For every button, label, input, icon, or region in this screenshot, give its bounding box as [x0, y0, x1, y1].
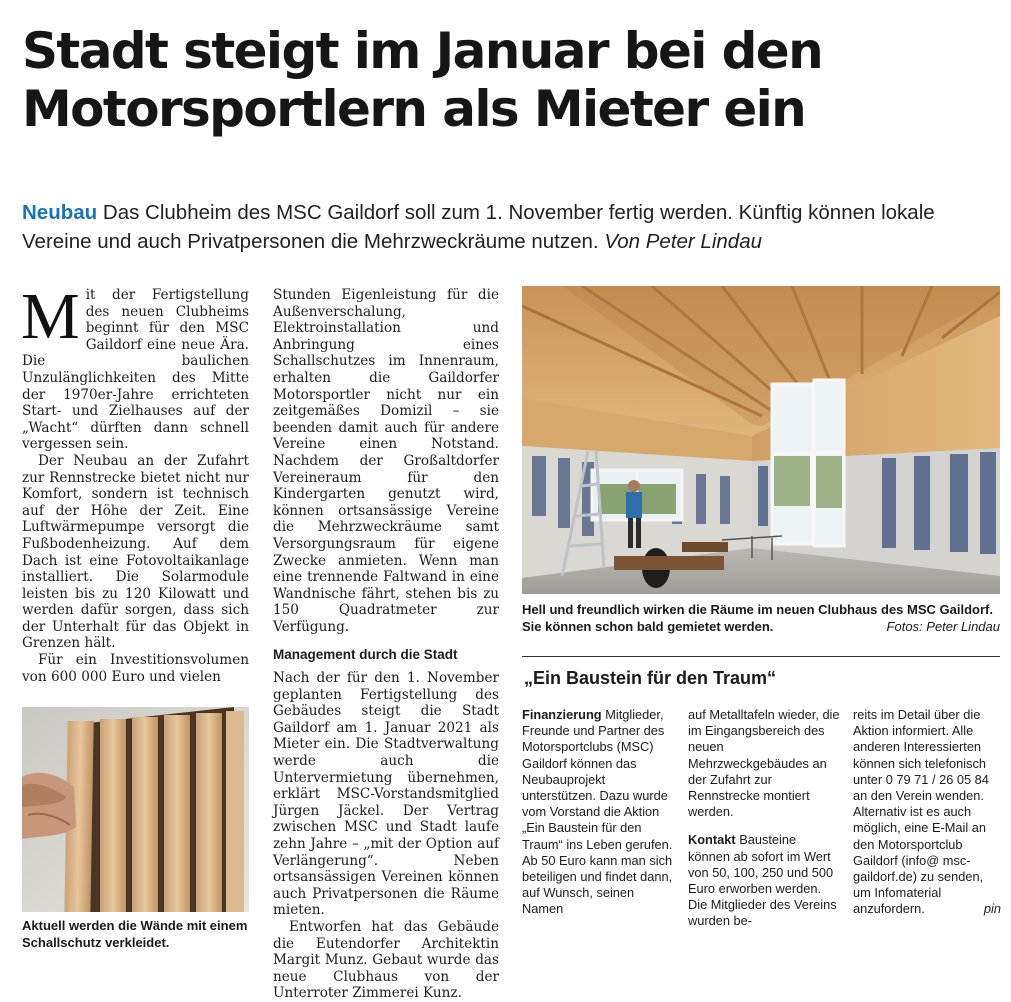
- article-paragraph: Nach der für den 1. November geplanten Fertigstellung des Gebäudes steigt die Stadt Gaildorf am 1. Januar 2021 als Mieter ein. Die Stadtverwaltung werde auch die Untervermietung übernehmen, erklärt MSC-Vorstandsmitglied Jürgen Jäckel. Der Vertrag zwischen MSC und Stadt laufe zehn Jahre – „mit der Option auf Verlängerung“. Neben ortsansässigen Vereinen können auch Privatpersonen die Räume mieten.: [273, 670, 499, 919]
- article-paragraph: Der Neubau an der Zufahrt zur Rennstrecke bietet nicht nur Komfort, sondern ist technisch auf der Höhe der Zeit. Eine Luftwärmepumpe versorgt die Fußbodenheizung. Auf dem Dach ist eine Fotovoltaikanlage installiert. Die Solarmodule leisten bis zu 120 Kilowatt und werden dafür sorgen, dass sich der Unterhalt für das Objekt in Grenzen hält.: [22, 452, 249, 652]
- article-paragraph: Entworfen hat das Gebäude die Eutendorfer Architektin Margit Munz. Gebaut wurde das neue Clubhaus von der Unterroter Zimmerei Kunz.: [273, 918, 499, 1002]
- teaser-author: Von Peter Lindau: [604, 230, 762, 253]
- box-column-1: Finanzierung Mitglieder, Freunde und Partner des Motorsportclubs (MSC) Gaildorf können das Neubauprojekt unterstützen. Dazu wurde vom Vorstand die Aktion „Ein Baustein für den Traum“ ins Leben gerufen. Ab 50 Euro kann man sich beteiligen und findet dann, auf Wunsch, seinen Namen: [522, 707, 673, 917]
- article-paragraph: Für ein Investitionsvolumen von 600 000 Euro und vielen: [22, 652, 249, 685]
- photo-clubhouse-interior: [522, 286, 1000, 594]
- article-paragraph: Stunden Eigenleistung für die Außenverschalung, Elektroinstallation und Anbringung eines Schallschutzes im Innenraum, erhalten die Gaildorfer Motorsportler nicht nur ein zeitgemäßes Domizil – sie beenden damit auch für andere Vereine einen Notstand. Nachdem der Großaltdorfer Vereineraum für den Kindergarten genutzt wird, können ortsansässige Vereine die Mehrzweckräume samt Versorgungsraum für eigene Zwecke anmieten. Wenn man eine trennende Faltwand in eine Wandnische fährt, stehen bis zu 150 Quadratmeter zur Verfügung.: [273, 287, 499, 635]
- box-signature: pin: [983, 901, 1001, 917]
- photo-credit: Fotos: Peter Lindau: [886, 619, 1000, 634]
- caption-main-photo: Hell und freundlich wirken die Räume im neuen Clubhaus des MSC Gaildorf. Sie können schon bald gemietet werden. Fotos: Peter Lindau: [522, 602, 1000, 634]
- teaser-text: Das Clubheim des MSC Gaildorf soll zum 1. November fertig werden. Künftig können lokale Vereine und auch Privatpersonen die Mehrzweckräume nutzen.: [22, 201, 935, 253]
- box-column-2: auf Metalltafeln wieder, die im Eingangsbereich des neuen Mehrzweckgebäudes an der Zufahrt zur Rennstrecke montiert werden. Kontakt Bausteine können ab sofort im Wert von 50, 100, 250 und 500 Euro erworben werden. Die Mitglieder des Vereins wurden be-: [688, 707, 840, 929]
- box-lead-finanzierung: Finanzierung: [522, 707, 602, 722]
- box-divider: [522, 656, 1000, 657]
- teaser-kicker: Neubau: [22, 201, 98, 224]
- box-lead-kontakt: Kontakt: [688, 832, 736, 848]
- article-paragraph: Mit der Fertigstellung des neuen Clubheims beginnt für den MSC Gaildorf eine neue Ära. Die baulichen Unzulänglichkeiten des Mitte der 1970er-Jahre errichteten Start- und Zielhauses auf der „Wacht“ dürften dann schnell vergessen sein.: [21, 280, 249, 453]
- clubhouse-interior-image: [522, 286, 1000, 594]
- acoustic-panel-image: [22, 707, 249, 912]
- photo-acoustic-panel: [22, 707, 249, 912]
- caption-small-photo: Aktuell werden die Wände mit einem Schallschutz verkleidet.: [22, 918, 248, 950]
- article-column-1: [21, 280, 249, 685]
- box-column-3: reits im Detail über die Aktion informiert. Alle anderen Interessierten können sich telefonisch unter 0 79 71 / 26 05 84 an den Verein wenden. Alternativ ist es auch möglich, eine E-Mail an den Motorsportclub Gaildorf (info@ msc-gaildorf.de) zu senden, um Infomaterial anzufordern. pin: [853, 707, 1001, 917]
- article-column-2: [273, 287, 499, 1002]
- headline-line-2: Motorsportlern als Mieter ein: [22, 80, 806, 138]
- headline: [22, 22, 997, 138]
- subhead-management: Management durch die Stadt: [273, 647, 458, 663]
- drop-cap: M: [21, 280, 80, 353]
- box-title: „Ein Baustein für den Traum“: [524, 668, 777, 688]
- teaser: [22, 198, 1002, 256]
- headline-line-1: Stadt steigt im Januar bei den: [22, 22, 823, 80]
